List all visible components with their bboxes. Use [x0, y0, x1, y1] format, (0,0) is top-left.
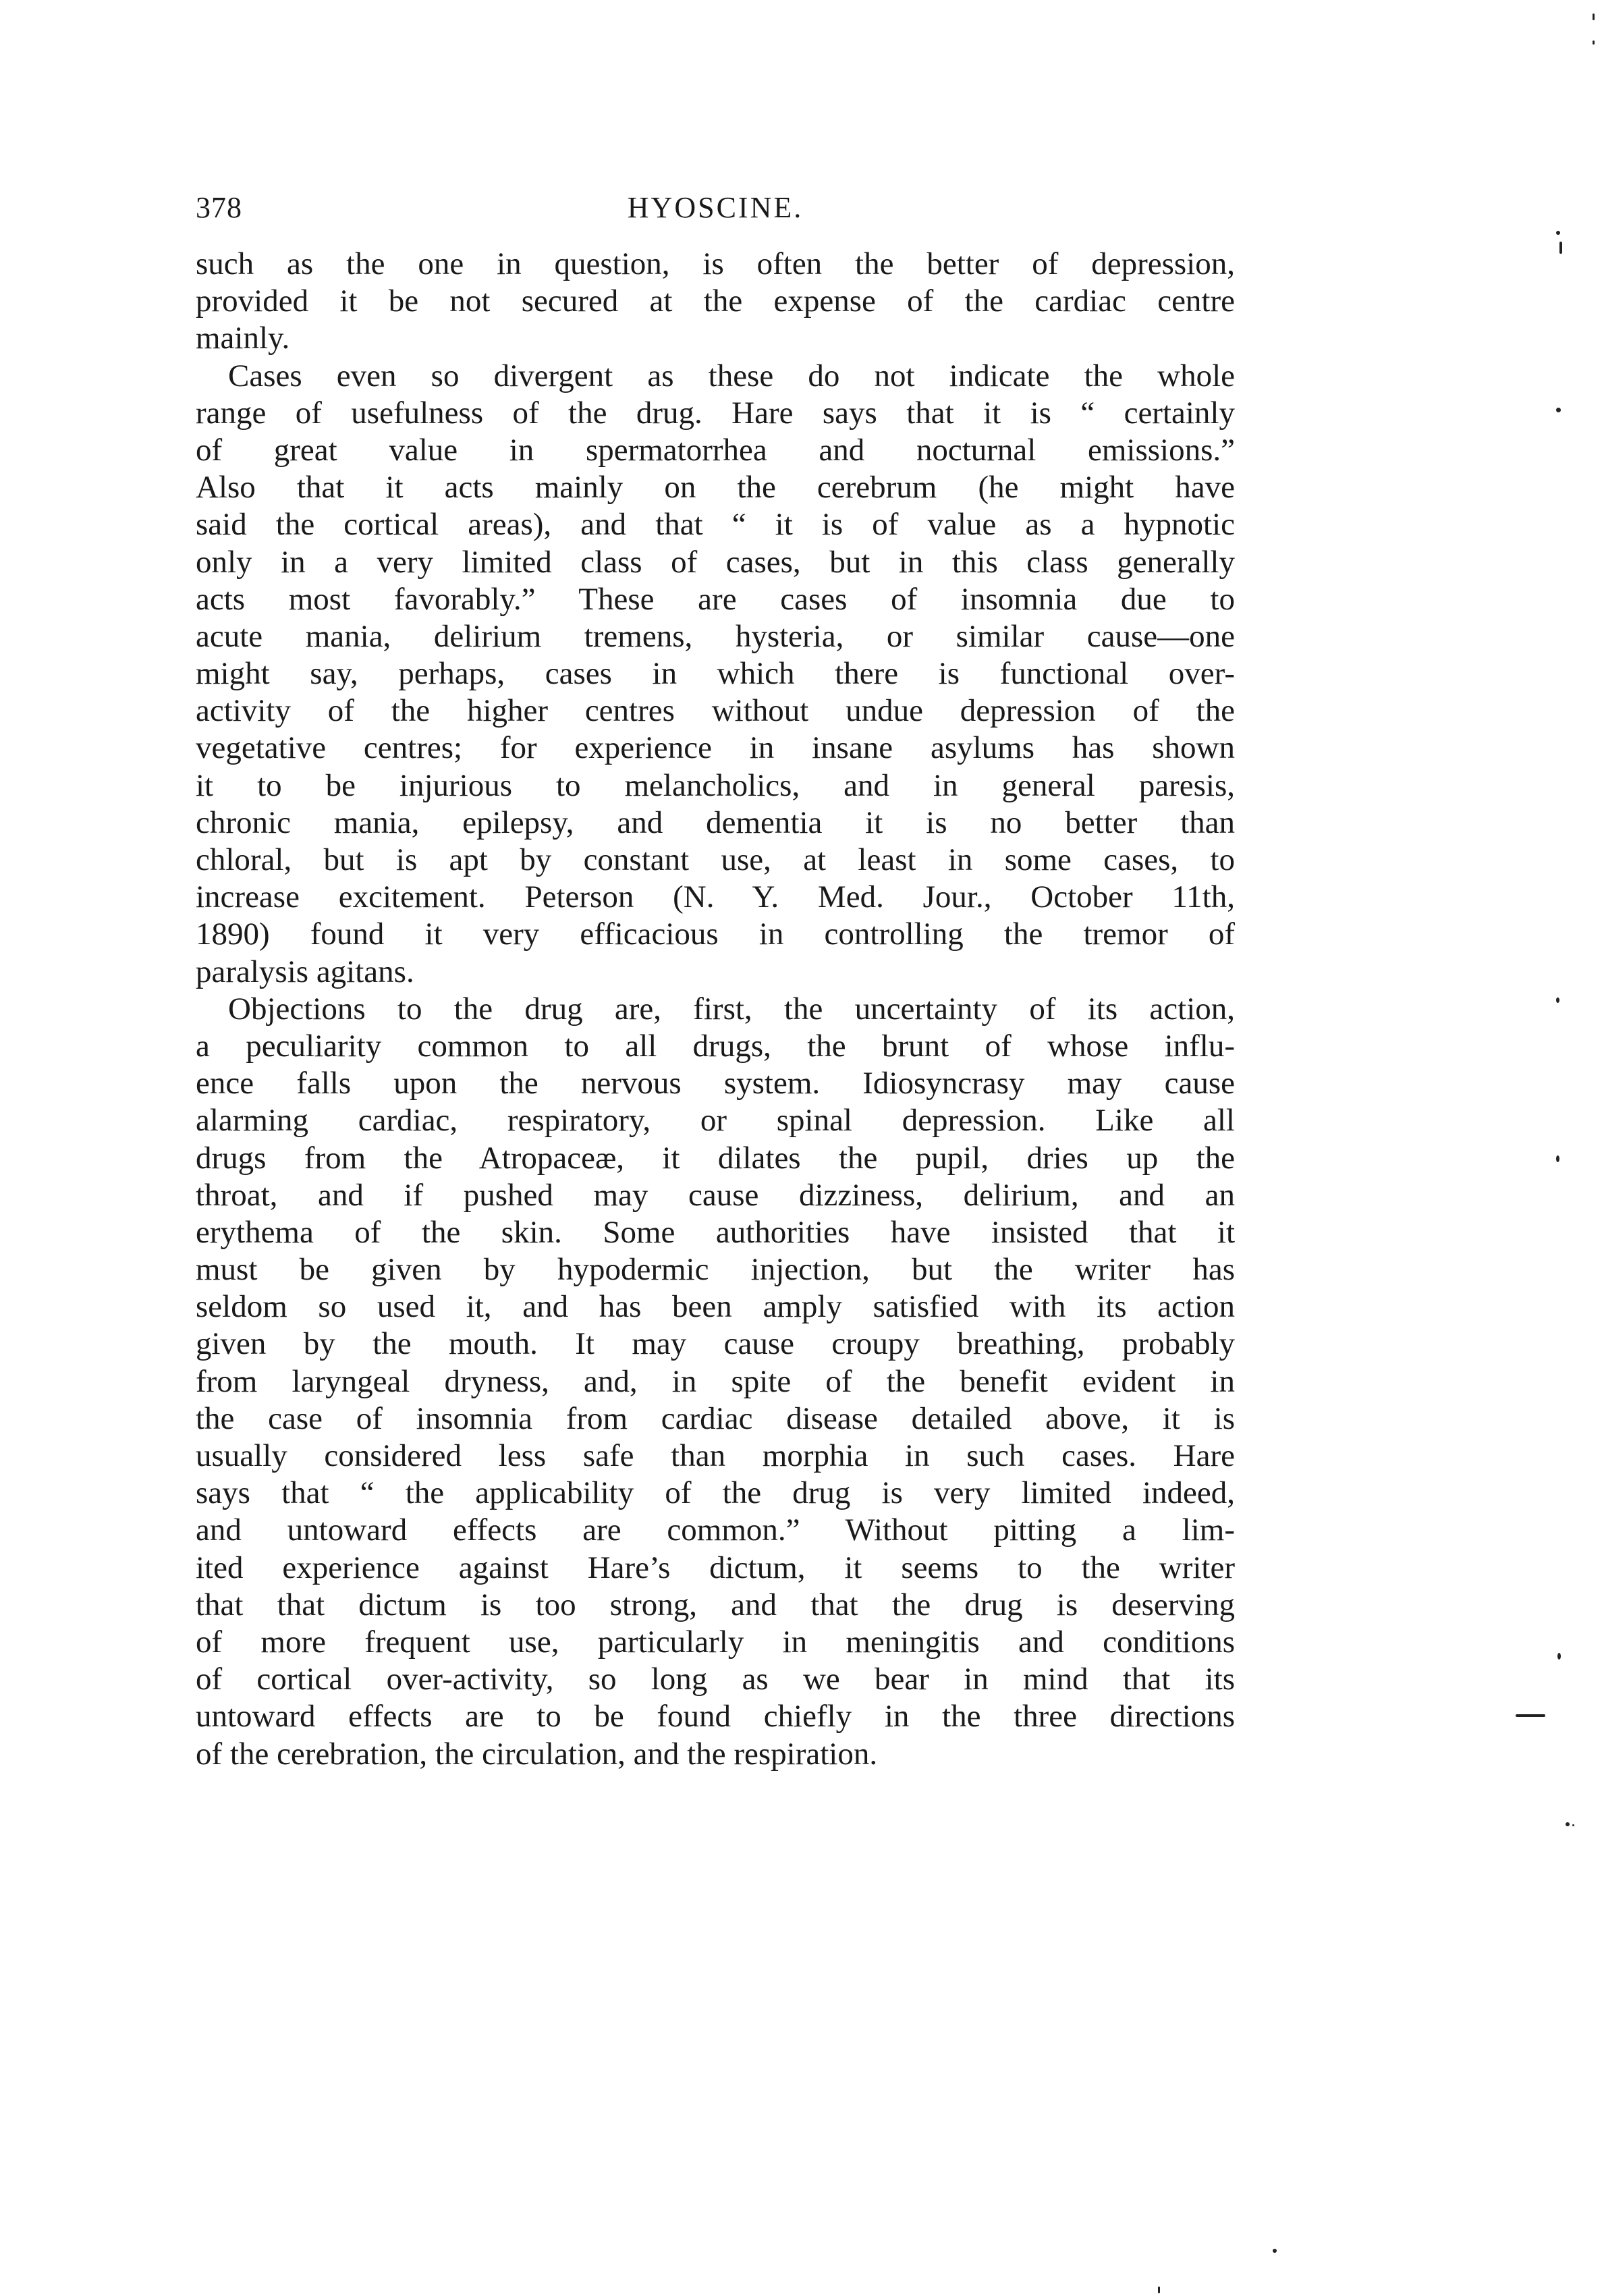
scan-speck — [1158, 2287, 1160, 2293]
running-head: HYOSCINE. — [627, 191, 804, 224]
body-text — [196, 246, 1235, 1773]
text-line: of the cerebration, the circulation, and the respiration. — [196, 1736, 878, 1772]
scan-speck — [1557, 1653, 1561, 1660]
scan-speck — [1593, 13, 1595, 20]
text-line: from laryngeal dryness, and, in spite of the benefit evident in — [196, 1363, 1235, 1399]
text-line: chronic mania, epilepsy, and dementia it is no better than — [196, 804, 1235, 840]
text-line: the case of insomnia from cardiac disease detailed above, it is — [196, 1400, 1235, 1436]
text-line: usually considered less safe than morphia in such cases. Hare — [196, 1438, 1235, 1473]
text-line: ited experience against Hare’s dictum, it seems to the writer — [196, 1550, 1235, 1585]
scan-speck — [1556, 408, 1561, 412]
page-header — [196, 190, 1235, 231]
text-line: mainly. — [196, 321, 290, 356]
text-line: range of usefulness of the drug. Hare says that it is “ certainly — [196, 395, 1235, 431]
text-line: throat, and if pushed may cause dizziness, delirium, and an — [196, 1177, 1235, 1213]
text-line: given by the mouth. It may cause croupy breathing, probably — [196, 1326, 1235, 1362]
text-line: of more frequent use, particularly in meningitis and conditions — [196, 1624, 1235, 1660]
scan-speck — [1593, 40, 1595, 45]
text-line: vegetative centres; for experience in insane asylums has shown — [196, 730, 1235, 766]
text-line: that that dictum is too strong, and that the drug is deserving — [196, 1587, 1235, 1622]
scan-speck — [1516, 1714, 1545, 1717]
text-line: says that “ the applicability of the drug is very limited indeed, — [196, 1475, 1235, 1511]
text-line: and untoward effects are common.” Without pitting a lim- — [196, 1512, 1235, 1548]
scan-speck — [1566, 1822, 1570, 1826]
text-line: only in a very limited class of cases, but in this class generally — [196, 544, 1235, 580]
text-line: untoward effects are to be found chiefly in the three directions — [196, 1699, 1235, 1734]
text-line: said the cortical areas), and that “ it is of value as a hypnotic — [196, 507, 1235, 543]
text-line: seldom so used it, and has been amply satisfied with its action — [196, 1289, 1235, 1325]
scan-speck — [1556, 997, 1559, 1003]
scan-speck — [1556, 1155, 1559, 1162]
text-line: of great value in spermatorrhea and nocturnal emissions.” — [196, 432, 1235, 468]
scan-speck — [1572, 1824, 1574, 1826]
text-line: of cortical over-activity, so long as we bear in mind that its — [196, 1662, 1235, 1697]
text-line: Objections to the drug are, first, the uncertainty of its action, — [228, 991, 1235, 1027]
text-line: alarming cardiac, respiratory, or spinal depression. Like all — [196, 1103, 1235, 1139]
scan-speck — [1559, 242, 1562, 254]
text-line: drugs from the Atropaceæ, it dilates the pupil, dries up the — [196, 1140, 1235, 1176]
text-line: a peculiarity common to all drugs, the brunt of whose influ- — [196, 1028, 1235, 1064]
text-line: activity of the higher centres without undue depression of the — [196, 693, 1235, 729]
text-line: acute mania, delirium tremens, hysteria, or similar cause—one — [196, 618, 1235, 654]
text-line: it to be injurious to melancholics, and in general paresis, — [196, 767, 1235, 803]
text-line: increase excitement. Peterson (N. Y. Med. Jour., October 11th, — [196, 879, 1235, 915]
scan-speck — [1556, 231, 1560, 235]
text-line: such as the one in question, is often the better of depression, — [196, 246, 1235, 281]
text-line: 1890) found it very efficacious in controlling the tremor of — [196, 917, 1235, 952]
text-line: provided it be not secured at the expense of the cardiac centre — [196, 283, 1235, 319]
text-line: erythema of the skin. Some authorities have insisted that it — [196, 1214, 1235, 1250]
text-line: Also that it acts mainly on the cerebrum (he might have — [196, 470, 1235, 505]
scan-speck — [1273, 2249, 1277, 2253]
text-line: ence falls upon the nervous system. Idiosyncrasy may cause — [196, 1066, 1235, 1101]
text-line: might say, perhaps, cases in which there is functional over- — [196, 656, 1235, 692]
text-line: chloral, but is apt by constant use, at least in some cases, to — [196, 842, 1235, 877]
text-line: acts most favorably.” These are cases of insomnia due to — [196, 581, 1235, 617]
text-line: must be given by hypodermic injection, but the writer has — [196, 1252, 1235, 1288]
text-line: Cases even so divergent as these do not indicate the whole — [228, 358, 1235, 393]
page-number: 378 — [196, 191, 242, 224]
text-line: paralysis agitans. — [196, 954, 414, 989]
